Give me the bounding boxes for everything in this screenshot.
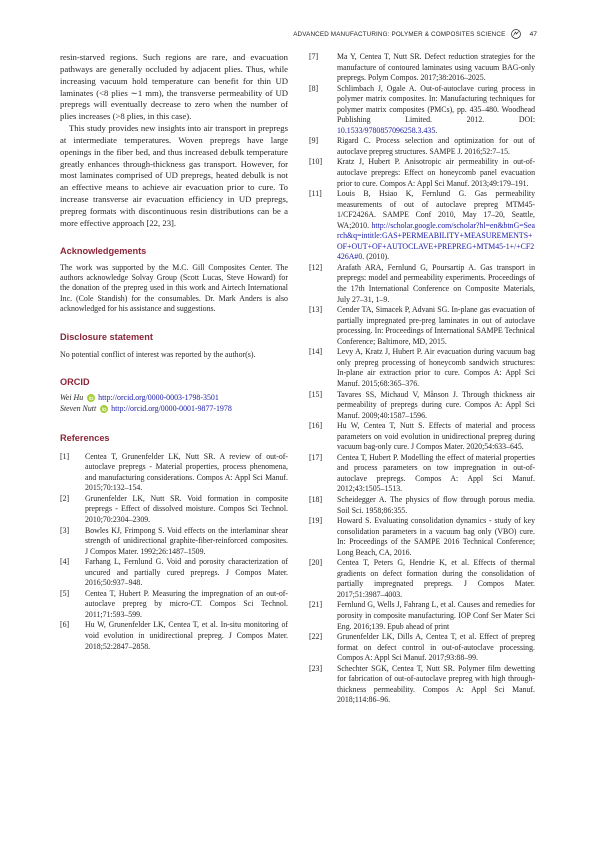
references-heading: References bbox=[60, 432, 110, 443]
reference-text: Schechter SGK, Centea T, Nutt SR. Polymer film dewetting for fabrication of out-of-autoclave prepreg with high through-thickness permeability. Compos A: Appl Sci Manuf. 2018;114:86–96. bbox=[337, 663, 535, 705]
reference-item: [8] Schlimbach J, Ogale A. Out-of-autoclave curing process in polymer matrix composites. In: Manufacturing techniques for polymer matrix composites (PMCs), pp. 435–480. Woodhead Publishing Limited. 2012. DOI: 10.1533/9780857096258.3.435. bbox=[309, 83, 535, 135]
reference-text: Hu W, Centea T, Nutt S. Effects of material and process parameters on void evolution in unidirectional prepreg during vacuum bag-only cure. J Compos Mater. 2020;54:633–645. bbox=[337, 421, 535, 452]
reference-item: [3] Bowles KJ, Frimpong S. Void effects on the interlaminar shear strength of unidirectional graphite-fiber-reinforced composites. J Compos Mater. 1992;26:1487–1509. bbox=[60, 525, 288, 556]
running-header bbox=[293, 27, 537, 41]
reference-text: Louis B, Hsiao K, Fernlund G. Gas permeability measurements of out of autoclave prepreg MTM45-1/CF2426A. SAMPE Conf 2010, May 17–20, Seattle, WA;2010. bbox=[337, 189, 535, 230]
reference-item: [2] Grunenfelder LK, Nutt SR. Void formation in composite prepregs - Effect of dissolved moisture. Compos Sci Technol. 2010;70:2304–2309. bbox=[60, 493, 288, 524]
reference-item: [11] Louis B, Hsiao K, Fernlund G. Gas permeability measurements of out of autoclave prepreg MTM45-1/CF2426A. SAMPE Conf 2010, May 17–20, Seattle, WA;2010. http://scholar.google.com/scholar?hl=en&btnG=Search&q=intitle:GAS+PERMEABILITY+MEASUREMENTS+OF+OUT+OF+AUTOCLAVE+PREPREG+MTM45-1+/+CF2426A#0. (2010). bbox=[309, 189, 535, 262]
left-column bbox=[60, 52, 288, 652]
reference-text: Rigard C. Process selection and optimization for out of autoclave prepreg structures. SAMPE J. 2016;52:7–15. bbox=[337, 136, 535, 156]
reference-text: Ma Y, Centea T, Nutt SR. Defect reduction strategies for the manufacture of contoured laminates using vacuum BAG-only prepregs. Polym Compos. 2017;38:2016–2025. bbox=[337, 52, 535, 83]
reference-text: Tavares SS, Michaud V, Månson J. Through thickness air permeability of prepregs during cure. Compos A: Appl Sci Manuf. 2009;40:1587–1596. bbox=[337, 389, 535, 420]
reference-item: [1] Centea T, Grunenfelder LK, Nutt SR. A review of out-of-autoclave prepregs - Material properties, process phenomena, and manufacturing considerations. Compos A: Appl Sci Manuf. 2015;70:132–154. bbox=[60, 451, 288, 493]
reference-item: [6] Hu W, Grunenfelder LK, Centea T, et al. In-situ monitoring of void evolution in unidirectional prepreg. J Compos Mater. 2018;52:2847–2858. bbox=[60, 620, 288, 651]
acknowledgements-heading: Acknowledgements bbox=[60, 245, 147, 256]
reference-item: [7] Ma Y, Centea T, Nutt SR. Defect reduction strategies for the manufacture of contoured laminates using vacuum BAG-only prepregs. Polym Compos. 2017;38:2016–2025. bbox=[309, 52, 535, 83]
reference-text: Farhang L, Fernlund G. Void and porosity characterization of uncured and partially cured prepregs. J Compos Mater. 2016;50:937–948. bbox=[85, 557, 288, 588]
disclosure-text: No potential conflict of interest was reported by the author(s). bbox=[60, 349, 256, 359]
reference-text: Fernlund G, Wells J, Fahrang L, et al. Causes and remedies for porosity in composite manufacturing. IOP Conf Ser Mater Sci Eng. 2016;139. Epub ahead of print bbox=[337, 600, 535, 631]
right-column bbox=[309, 52, 535, 706]
reference-text: Grunenfelder LK, Dills A, Centea T, et al. Effect of prepreg format on defect control in out-of-autoclave processing. Compos A: Appl Sci Manuf. 2017;93:88–99. bbox=[337, 632, 535, 663]
reference-text: Bowles KJ, Frimpong S. Void effects on the interlaminar shear strength of unidirectional graphite-fiber-reinforced composites. J Compos Mater. 1992;26:1487–1509. bbox=[85, 525, 288, 556]
orcid-icon bbox=[87, 394, 95, 402]
reference-text: Centea T, Hubert P. Modelling the effect of material properties and process parameters on tow impregnation in out-of-autoclave prepregs. Compos A: Appl Sci Manuf. 2012;43:1505–1513. bbox=[337, 452, 535, 494]
reference-item: [5] Centea T, Hubert P. Measuring the impregnation of an out-of-autoclave prepreg by micro-CT. Compos Sci Technol. 2011;71:593–599. bbox=[60, 588, 288, 619]
reference-text: Centea T, Peters G, Hendrie K, et al. Effects of thermal gradients on defect formation during the consolidation of partially impregnated prepregs. J Compos Mater. 2017;51:3987–4003. bbox=[337, 558, 535, 599]
reference-item: [9] Rigard C. Process selection and optimization for out of autoclave prepreg structures. SAMPE J. 2016;52:7–15. bbox=[309, 136, 535, 156]
body-paragraph: resin-starved regions. Such regions are rare, and evacuation pathways are generally occluded by adjacent plies. Thus, while increasing vacuum hold temperature can benefit for thin UD laminates (<8 plies ∼1 mm), the transverse permeability of UD prepregs will eventually decrease to zero when the number of plies increases (>8 plies, in this case). bbox=[60, 52, 288, 122]
journal-title: ADVANCED MANUFACTURING: POLYMER & COMPOSITES SCIENCE bbox=[293, 30, 506, 38]
orcid-entry bbox=[60, 404, 288, 415]
orcid-icon bbox=[100, 405, 108, 413]
reference-text: Kratz J, Hubert P. Anisotropic air permeability in out-of-autoclave prepregs: Effect on honeycomb panel evacuation prior to cure. Compos A: Appl Sci Manuf. 2013;49:179–191. bbox=[337, 157, 535, 188]
scholar-link[interactable]: http://scholar.google.com/scholar?hl=en&btnG=Search&q=intitle:GAS+PERMEABILITY+MEASUREMENTS+OF+OUT+OF+AUTOCLAVE+PREPREG+MTM45-1+/+CF2426A#0. bbox=[337, 220, 535, 262]
reference-item: [19] Howard S. Evaluating consolidation dynamics - study of key consolidation parameters in a vacuum bag only (VBO) cure. In: Proceedings of the SAMPE 2016 Technical Conference; Long Beach, CA, 2016. bbox=[309, 516, 535, 557]
acknowledgements-text: The work was supported by the M.C. Gill Composites Center. The authors acknowledge Solvay Group (Scott Lucas, Steve Howard) for the donation of the prepreg used in this work and Airtech International Inc. (Cole Standish) for the consumables. Dr. Mark Anders is also acknowledged for his assistance and suggestions. bbox=[60, 262, 288, 314]
journal-logo-icon bbox=[511, 29, 521, 39]
reference-text: Howard S. Evaluating consolidation dynamics - study of key consolidation parameters in a vacuum bag only (VBO) cure. In: Proceedings of the SAMPE 2016 Technical Conference; Long Beach, CA, 2016. bbox=[337, 516, 535, 557]
disclosure-heading: Disclosure statement bbox=[60, 331, 153, 342]
reference-text: Scheidegger A. The physics of flow through porous media. Soil Sci. 1958;86:355. bbox=[337, 494, 535, 515]
reference-text: Cender TA, Simacek P, Advani SG. In-plane gas evacuation of partially impregnated pre-preg laminates in out of autoclave processing. In: Proceedings of International SAMPE Technical Conference; Baltimore, MD, 2015. bbox=[337, 305, 535, 346]
reference-item: [17] Centea T, Hubert P. Modelling the effect of material properties and process parameters on tow impregnation in out-of-autoclave prepregs. Compos A: Appl Sci Manuf. 2012;43:1505–1513. bbox=[309, 452, 535, 494]
reference-item: [18] Scheidegger A. The physics of flow through porous media. Soil Sci. 1958;86:355. bbox=[309, 494, 535, 515]
reference-text: Arafath ARA, Fernlund G, Poursartip A. Gas transport in prepregs: model and permeability experiments. Proceedings of the 17th International Conference on Composite Materials, July 27–31, 1–9. bbox=[337, 262, 535, 304]
reference-text: Hu W, Grunenfelder LK, Centea T, et al. In-situ monitoring of void evolution in unidirectional prepreg. J Compos Mater. 2018;52:2847–2858. bbox=[85, 620, 288, 651]
orcid-link[interactable]: http://orcid.org/0000-0003-1798-3501 bbox=[98, 393, 219, 403]
orcid-heading: ORCID bbox=[60, 377, 90, 388]
reference-item: [21] Fernlund G, Wells J, Fahrang L, et al. Causes and remedies for porosity in composite manufacturing. IOP Conf Ser Mater Sci Eng. 2016;139. Epub ahead of print bbox=[309, 600, 535, 631]
reference-text: Centea T, Hubert P. Measuring the impregnation of an out-of-autoclave prepreg by micro-CT. Compos Sci Technol. 2011;71:593–599. bbox=[85, 588, 288, 619]
orcid-link[interactable]: http://orcid.org/0000-0001-9877-1978 bbox=[111, 403, 232, 413]
reference-text: Centea T, Grunenfelder LK, Nutt SR. A review of out-of-autoclave prepregs - Material properties, process phenomena, and manufacturing considerations. Compos A: Appl Sci Manuf. 2015;70:132–154. bbox=[85, 451, 288, 493]
doi-link[interactable]: 10.1533/9780857096258.3.435 bbox=[337, 125, 436, 135]
body-paragraph: This study provides new insights into air transport in prepregs at intermediate temperatures. Woven prepregs have large openings in the fiber bed, and thus increased debulk temperature greatly enhances through-thickness gas transport. However, for most laminates comprised of UD prepregs, heated debulk is not an effective means to achieve air evacuation prior to cure. To increase transverse air evacuation efficiency in UD prepregs, prepreg formats with discontinuous resin distributions can be a more effective approach [22, 23]. bbox=[60, 123, 288, 228]
reference-item: [23] Schechter SGK, Centea T, Nutt SR. Polymer film dewetting for fabrication of out-of-autoclave prepreg with high through-thickness permeability. Compos A: Appl Sci Manuf. 2018;114:86–96. bbox=[309, 663, 535, 705]
orcid-author-name: Steven Nutt bbox=[60, 403, 97, 413]
reference-text: Schlimbach J, Ogale A. Out-of-autoclave curing process in polymer matrix composites. In: Manufacturing techniques for polymer matrix composites (PMCs), pp. 435–480. Woodhead Publishing Limited. 2012. DOI: bbox=[337, 83, 535, 125]
reference-text: Grunenfelder LK, Nutt SR. Void formation in composite prepregs - Effect of dissolved moisture. Compos Sci Technol. 2010;70:2304–2309. bbox=[85, 493, 288, 524]
reference-item: [12] Arafath ARA, Fernlund G, Poursartip A. Gas transport in prepregs: model and permeability experiments. Proceedings of the 17th International Conference on Composite Materials, July 27–31, 1–9. bbox=[309, 262, 535, 304]
reference-item: [15] Tavares SS, Michaud V, Månson J. Through thickness air permeability of prepregs during cure. Compos A: Appl Sci Manuf. 2009;40:1587–1596. bbox=[309, 389, 535, 420]
reference-item: [14] Levy A, Kratz J, Hubert P. Air evacuation during vacuum bag only prepreg processing of honeycomb sandwich structures: In-plane air extraction prior to cure. Compos A: Appl Sci Manuf. 2015;68:365–376. bbox=[309, 347, 535, 388]
orcid-entry bbox=[60, 393, 288, 404]
reference-item: [20] Centea T, Peters G, Hendrie K, et al. Effects of thermal gradients on defect formation during the consolidation of partially impregnated prepregs. J Compos Mater. 2017;51:3987–4003. bbox=[309, 558, 535, 599]
reference-item: [16] Hu W, Centea T, Nutt S. Effects of material and process parameters on void evolution in unidirectional prepreg during vacuum bag-only cure. J Compos Mater. 2020;54:633–645. bbox=[309, 421, 535, 452]
reference-item: [4] Farhang L, Fernlund G. Void and porosity characterization of uncured and partially cured prepregs. J Compos Mater. 2016;50:937–948. bbox=[60, 557, 288, 588]
reference-item: [10] Kratz J, Hubert P. Anisotropic air permeability in out-of-autoclave prepregs: Effect on honeycomb panel evacuation prior to cure. Compos A: Appl Sci Manuf. 2013;49:179–191. bbox=[309, 157, 535, 188]
reference-item: [22] Grunenfelder LK, Dills A, Centea T, et al. Effect of prepreg format on defect control in out-of-autoclave processing. Compos A: Appl Sci Manuf. 2017;93:88–99. bbox=[309, 632, 535, 663]
page-number: 47 bbox=[529, 30, 537, 38]
reference-item: [13] Cender TA, Simacek P, Advani SG. In-plane gas evacuation of partially impregnated pre-preg laminates in out of autoclave processing. In: Proceedings of International SAMPE Technical Conference; Baltimore, MD, 2015. bbox=[309, 305, 535, 346]
reference-text: Levy A, Kratz J, Hubert P. Air evacuation during vacuum bag only prepreg processing of honeycomb sandwich structures: In-plane air extraction prior to cure. Compos A: Appl Sci Manuf. 2015;68:365–376. bbox=[337, 347, 535, 388]
orcid-author-name: Wei Hu bbox=[60, 393, 84, 403]
